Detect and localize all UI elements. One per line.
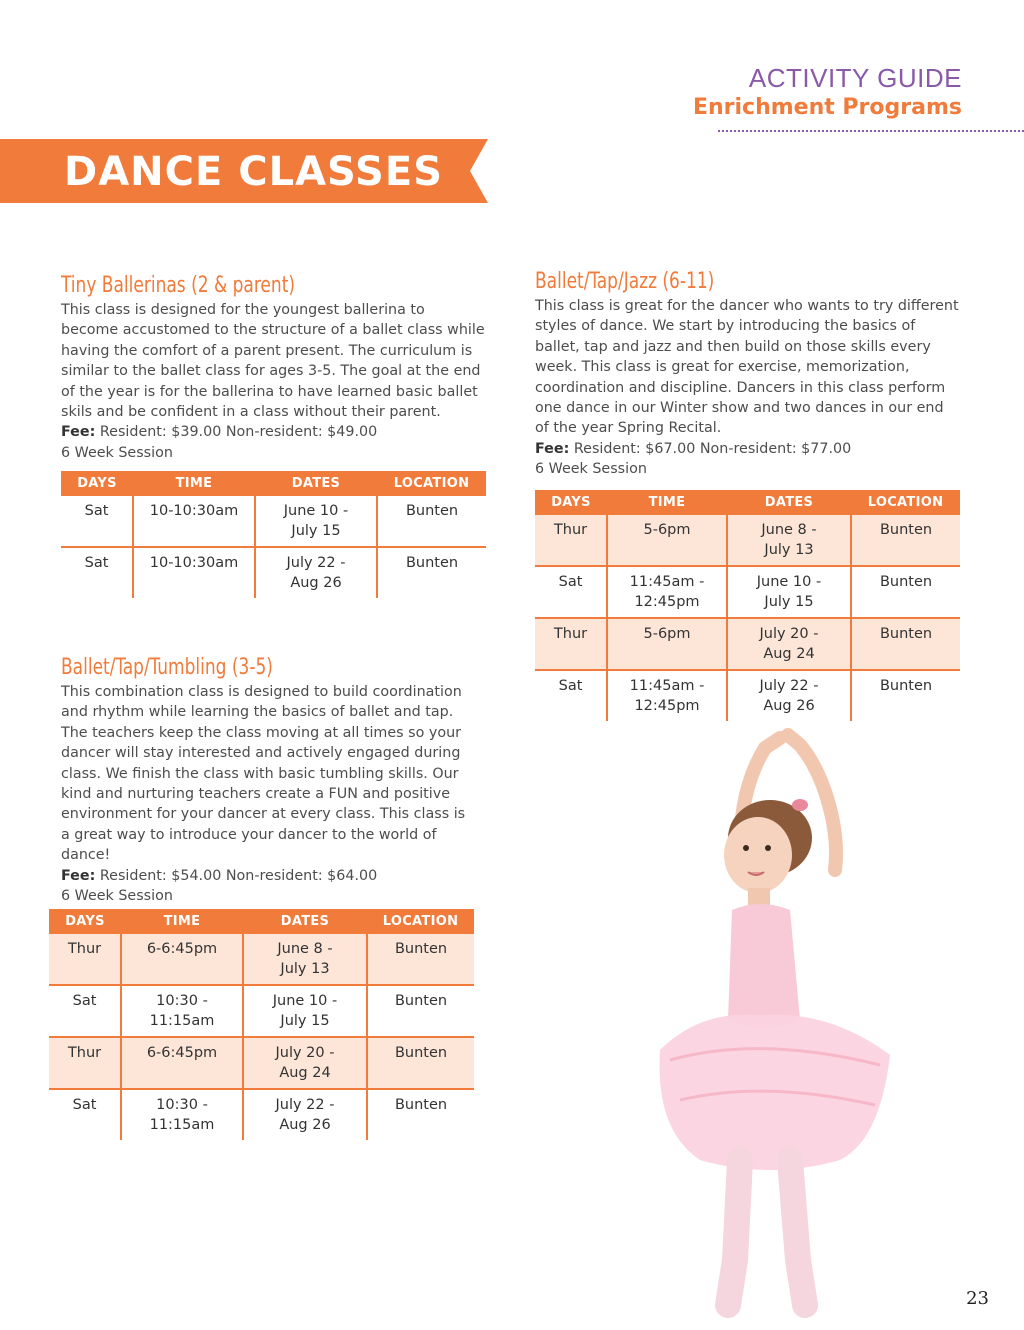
table-header-row [49, 909, 474, 934]
table-row [535, 566, 960, 618]
schedule-table [61, 471, 486, 598]
date-end: Aug 26 [279, 1117, 331, 1133]
tiny-ballerinas-section [61, 272, 486, 598]
location-cell: Bunten [879, 573, 933, 590]
fee-line [61, 866, 471, 886]
schedule-table [535, 490, 960, 721]
date-start: June 8 - [277, 941, 333, 957]
day-cell: Sat [61, 496, 133, 547]
time-cell [121, 1037, 243, 1089]
location-cell: Bunten [367, 1037, 474, 1089]
table-row [49, 985, 474, 1037]
guide-title: ACTIVITY GUIDE [748, 63, 962, 93]
fee-label: Fee: [535, 440, 570, 457]
dates-cell [243, 934, 367, 985]
section-description: This class is great for the dancer who wants to try different styles of dance. We start by introducing the basics of ballet, tap and jazz and then build on those skills every week. This class is great for exercise, memorization, coordination and discipline. Dancers in this class perform one dance in our Winter show and two dances in our end of the year Spring Recital. [535, 298, 959, 437]
date-end: Aug 24 [279, 1065, 331, 1081]
date-start: June 10 - [272, 993, 338, 1009]
jazz-section [535, 268, 959, 721]
page-number: 23 [966, 1288, 989, 1309]
day-cell: Sat [49, 985, 121, 1037]
dates-cell [727, 618, 851, 670]
date-end: Aug 26 [290, 575, 342, 592]
col-time: TIME [607, 490, 727, 515]
time-start: 10:30 - [156, 1097, 208, 1113]
date-start: July 22 - [759, 677, 819, 694]
day-cell: Thur [535, 618, 607, 670]
time-cell [607, 618, 727, 670]
col-location: LOCATION [367, 909, 474, 934]
dates-cell [255, 496, 377, 547]
dotted-divider [718, 130, 1024, 132]
dates-cell [243, 1037, 367, 1089]
section-banner [0, 139, 488, 203]
col-days: DAYS [535, 490, 607, 515]
section-description: This combination class is designed to build coordination and rhythm while learning the basics of ballet and tap. The teachers keep the class moving at all times so your dancer will stay interested and actively engaged during class. We finish the class with basic tumbling skills. Our kind and nurturing teachers create a FUN and positive environment for your dancer at every class. This class is a great way to introduce your dancer to the world of dance! [61, 684, 466, 864]
date-start: June 10 - [283, 503, 349, 520]
location-cell: Bunten [367, 934, 474, 985]
date-start: June 10 - [756, 573, 822, 590]
section-description: This class is designed for the youngest ballerina to become accustomed to the structure of a ballet class while having the comfort of a parent present. The curriculum is similar to the ballet class for ages 3-5. The goal at the end of the year is for the ballerina to have learned basic ballet skils and be confident in a class without their parent. [61, 302, 485, 421]
day-cell: Sat [49, 1089, 121, 1140]
table-row [535, 515, 960, 566]
dates-cell [243, 1089, 367, 1140]
date-start: July 22 - [275, 1097, 335, 1113]
table-row [535, 670, 960, 721]
location-cell: Bunten [405, 503, 459, 520]
fee-line [535, 439, 959, 459]
col-dates: DATES [243, 909, 367, 934]
table-row [61, 547, 486, 598]
date-end: July 15 [291, 523, 341, 540]
time-end: 12:45pm [634, 697, 700, 714]
fee-label: Fee: [61, 424, 96, 441]
day-cell: Thur [49, 934, 121, 985]
dates-cell [255, 547, 377, 598]
date-end: Aug 24 [763, 645, 815, 662]
date-end: July 15 [764, 593, 814, 610]
fee-value: Resident: $54.00 Non-resident: $64.00 [99, 867, 378, 884]
day-cell: Thur [49, 1037, 121, 1089]
time-cell [121, 1089, 243, 1140]
date-end: July 13 [280, 961, 330, 977]
location-cell: Bunten [851, 618, 960, 670]
table-row [535, 618, 960, 670]
banner-title: DANCE CLASSES [64, 149, 443, 195]
day-cell: Sat [535, 670, 607, 721]
fee-value: Resident: $67.00 Non-resident: $77.00 [573, 440, 852, 457]
col-days: DAYS [49, 909, 121, 934]
col-location: LOCATION [851, 490, 960, 515]
session-length: 6 Week Session [61, 444, 173, 461]
time-start: 6-6:45pm [146, 1045, 218, 1061]
location-cell: Bunten [405, 555, 459, 572]
tumbling-section [61, 654, 471, 906]
location-cell: Bunten [851, 515, 960, 566]
fee-line [61, 422, 486, 442]
day-cell: Thur [535, 515, 607, 566]
dates-cell [727, 566, 851, 618]
section-title: Tiny Ballerinas (2 & parent) [61, 273, 296, 298]
col-dates: DATES [255, 471, 377, 496]
day-cell: Sat [535, 566, 607, 618]
table-row [49, 1037, 474, 1089]
time-cell: 10-10:30am [133, 496, 255, 547]
table-row [49, 934, 474, 985]
guide-subtitle: Enrichment Programs [692, 95, 962, 120]
date-start: July 20 - [275, 1045, 335, 1061]
time-start: 5-6pm [643, 521, 691, 538]
time-end: 11:15am [149, 1117, 215, 1133]
dates-cell [243, 985, 367, 1037]
tumbling-schedule-table [49, 909, 474, 1140]
dates-cell [727, 515, 851, 566]
session-length: 6 Week Session [61, 888, 173, 905]
time-start: 11:45am - [629, 573, 705, 590]
guide-header [693, 62, 962, 122]
table-row [61, 496, 486, 547]
col-dates: DATES [727, 490, 851, 515]
session-length: 6 Week Session [535, 461, 647, 478]
time-start: 6-6:45pm [146, 941, 218, 957]
day-cell: Sat [61, 547, 133, 598]
time-cell [607, 515, 727, 566]
dates-cell [727, 670, 851, 721]
col-time: TIME [121, 909, 243, 934]
section-title: Ballet/Tap/Tumbling (3-5) [61, 655, 273, 680]
time-end: 11:15am [149, 1013, 215, 1029]
location-cell: Bunten [394, 1097, 448, 1113]
time-cell [607, 566, 727, 618]
col-time: TIME [133, 471, 255, 496]
time-start: 11:45am - [629, 677, 705, 694]
location-cell: Bunten [879, 677, 933, 694]
ballerina-illustration [640, 720, 940, 1320]
fee-value: Resident: $39.00 Non-resident: $49.00 [99, 424, 378, 441]
time-cell [121, 934, 243, 985]
col-days: DAYS [61, 471, 133, 496]
fee-label: Fee: [61, 867, 96, 884]
date-start: July 22 - [286, 555, 346, 572]
date-end: July 13 [764, 541, 814, 558]
col-location: LOCATION [377, 471, 486, 496]
time-end: 12:45pm [634, 593, 700, 610]
date-end: July 15 [280, 1013, 330, 1029]
table-header-row [61, 471, 486, 496]
time-cell: 10-10:30am [133, 547, 255, 598]
table-row [49, 1089, 474, 1140]
location-cell: Bunten [394, 993, 448, 1009]
section-title: Ballet/Tap/Jazz (6-11) [535, 269, 715, 294]
time-cell [607, 670, 727, 721]
table-header-row [535, 490, 960, 515]
time-cell [121, 985, 243, 1037]
time-start: 5-6pm [643, 625, 691, 642]
time-start: 10:30 - [156, 993, 208, 1009]
date-end: Aug 26 [763, 697, 815, 714]
date-start: June 8 - [761, 521, 817, 538]
ballerina-photo [640, 720, 940, 1320]
date-start: July 20 - [759, 625, 819, 642]
